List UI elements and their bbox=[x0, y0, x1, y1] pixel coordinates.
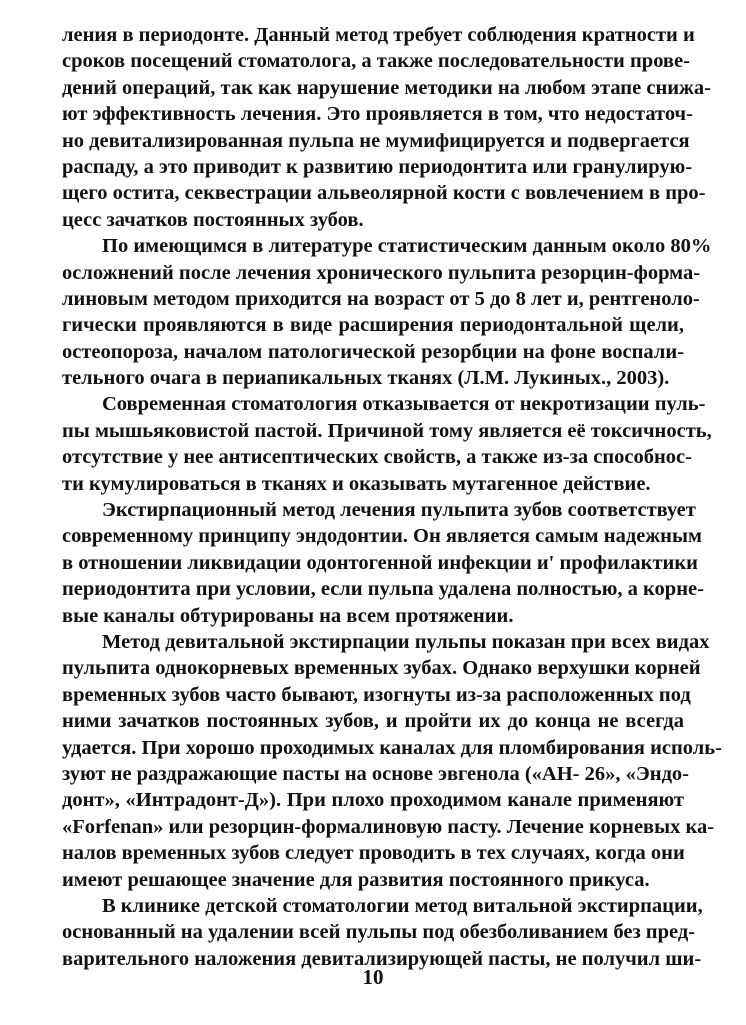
text-line: В клинике детской стоматологии метод витальной экстирпации, bbox=[102, 894, 703, 917]
text-line: цесс зачатков постоянных зубов. bbox=[62, 208, 364, 231]
text-line: тельного очага в периапикальных тканях (Л.М. Лукиных., 2003). bbox=[62, 367, 670, 390]
text-line: щего остита, секвестрации альвеолярной кости с вовлечением в про- bbox=[62, 182, 706, 205]
text-line: гически проявляются в виде расширения периодонтальной щели, bbox=[62, 314, 684, 337]
text-line: Экстирпационный метод лечения пульпита зубов соответствует bbox=[102, 499, 696, 522]
text-line: ления в периодонте. Данный метод требует соблюдения кратности и bbox=[62, 24, 695, 46]
text-line: распаду, а это приводит к развитию периодонтита или гранулирую- bbox=[62, 155, 693, 178]
text-line: линовым методом приходится на возраст от 5 до 8 лет и, рентгеноло- bbox=[62, 287, 700, 310]
text-line: современному принципу эндодонтии. Он является самым надежным bbox=[62, 525, 702, 548]
page-number: 10 bbox=[362, 965, 384, 989]
text-line: вые каналы обтурированы на всем протяжении. bbox=[62, 604, 514, 627]
text-line: отсутствие у нее антисептических свойств, а также из-за способнос- bbox=[62, 446, 692, 469]
text-line: удается. При хорошо проходимых каналах для пломбирования исполь- bbox=[62, 736, 722, 759]
text-line: зуют не раздражающие пасты на основе эвгенола («АН- 26», «Эндо- bbox=[62, 762, 690, 785]
text-line: временных зубов часто бывают, изогнуты из-за расположенных под bbox=[62, 683, 691, 706]
text-line: но девитализированная пульпа не мумифицируется и подвергается bbox=[62, 129, 690, 152]
text-line: в отношении ликвидации одонтогенной инфекции и' профилактики bbox=[62, 551, 698, 574]
text-line: дений операций, так как нарушение методики на любом этапе снижа- bbox=[62, 76, 712, 99]
text-line: пульпита однокорневых временных зубах. Однако верхушки корней bbox=[62, 657, 701, 680]
text-line: ними зачатков постоянных зубов, и пройти их до конца не всегда bbox=[62, 710, 684, 733]
text-line: ти кумулироваться в тканях и оказывать мутагенное действие. bbox=[62, 472, 651, 495]
text-line: «Forfenan» или резорцин-формалиновую пасту. Лечение корневых ка- bbox=[62, 815, 715, 838]
text-line: налов временных зубов следует проводить в тех случаях, когда они bbox=[62, 842, 685, 865]
text-line: варительного наложения девитализирующей пасты, не получил ши- bbox=[62, 947, 702, 970]
text-line: Современная стоматология отказывается от некротизации пуль- bbox=[102, 393, 706, 416]
text-line: основанный на удалении всей пульпы под обезболиванием без пред- bbox=[62, 921, 696, 944]
text-line: периодонтита при условии, если пульпа удалена полностью, а корне- bbox=[62, 578, 704, 601]
text-line: Метод девитальной экстирпации пульпы показан при всех видах bbox=[102, 630, 710, 653]
body-text bbox=[62, 22, 722, 972]
text-line: пы мышьяковистой пастой. Причиной тому является её токсичность, bbox=[62, 419, 712, 442]
text-line: сроков посещений стоматолога, а также последовательности прове- bbox=[62, 50, 690, 73]
text-line: имеют решающее значение для развития постоянного прикуса. bbox=[62, 868, 650, 891]
text-line: По имеющимся в литературе статистическим данным около 80% bbox=[102, 235, 712, 258]
text-line: остеопороза, началом патологической резорбции на фоне воспали- bbox=[62, 340, 684, 363]
text-line: донт», «Интрадонт-Д»). При плохо проходимом канале применяют bbox=[62, 789, 684, 812]
text-line: осложнений после лечения хронического пульпита резорцин-форма- bbox=[62, 261, 701, 284]
text-line: ют эффективность лечения. Это проявляется в том, что недостаточ- bbox=[62, 103, 693, 126]
